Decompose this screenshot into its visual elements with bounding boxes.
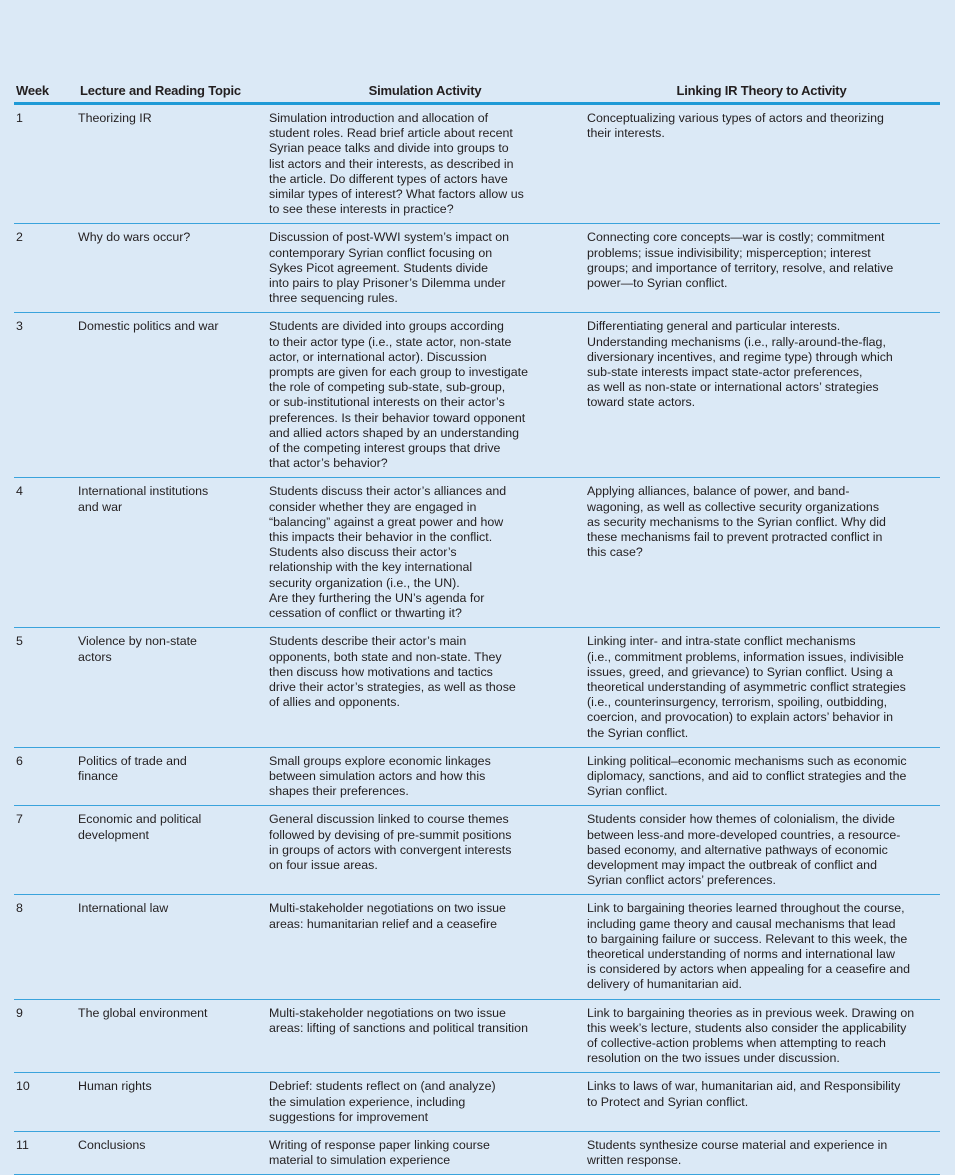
cell-theory: Students consider how themes of colonialism, the divide between less-and more-developed countries, a resource- based economy, and alternative pathways of economic development may impact the outbreak of conflict and Syrian conflict actors’ preferences.: [585, 806, 940, 895]
cell-theory: Differentiating general and particular interests. Understanding mechanisms (i.e., rally-around-the-flag, diversionary incentives, and regime type) through which sub-state interests impact state-actor preferences, as well as non-state or international actors’ strategies toward state actors.: [585, 313, 940, 478]
header-topic: Lecture and Reading Topic: [78, 80, 267, 104]
cell-simulation: Multi-stakeholder negotiations on two issue areas: humanitarian relief and a ceasefire: [267, 895, 585, 999]
cell-week: 7: [14, 806, 78, 895]
header-theory: Linking IR Theory to Activity: [585, 80, 940, 104]
cell-simulation: Students discuss their actor’s alliances and consider whether they are engaged in “balancing” against a great power and how this impacts their behavior in the conflict. Students also discuss their actor’s relationship with the key international security organization (i.e., the UN). Are they furthering the UN’s agenda for cessation of conflict or thwarting it?: [267, 478, 585, 628]
cell-topic: Theorizing IR: [78, 104, 267, 224]
cell-week: 2: [14, 224, 78, 313]
cell-theory: Applying alliances, balance of power, and band- wagoning, as well as collective security organizations as security mechanisms to the Syrian conflict. Why did these mechanisms fail to prevent protracted conflict in this case?: [585, 478, 940, 628]
cell-theory: Students synthesize course material and experience in written response.: [585, 1131, 940, 1174]
cell-week: 5: [14, 628, 78, 747]
header-row: [14, 80, 940, 104]
cell-week: 10: [14, 1073, 78, 1132]
cell-theory: Connecting core concepts—war is costly; commitment problems; issue indivisibility; misperception; interest groups; and importance of territory, resolve, and relative power—to Syrian conflict.: [585, 224, 940, 313]
cell-topic: Why do wars occur?: [78, 224, 267, 313]
cell-theory: Linking political–economic mechanisms such as economic diplomacy, sanctions, and aid to conflict strategies and the Syrian conflict.: [585, 747, 940, 806]
table-header: [14, 80, 940, 104]
table-row: [14, 628, 940, 747]
header-week: Week: [14, 80, 78, 104]
cell-theory: Conceptualizing various types of actors and theorizing their interests.: [585, 104, 940, 224]
cell-simulation: Debrief: students reflect on (and analyze) the simulation experience, including suggestions for improvement: [267, 1073, 585, 1132]
cell-theory: Link to bargaining theories as in previous week. Drawing on this week’s lecture, students also consider the applicability of collective-action problems when attempting to reach resolution on the two issues under discussion.: [585, 999, 940, 1073]
cell-simulation: Students describe their actor’s main opponents, both state and non-state. They then discuss how motivations and tactics drive their actor’s strategies, as well as those of allies and opponents.: [267, 628, 585, 747]
cell-simulation: Simulation introduction and allocation of student roles. Read brief article about recent Syrian peace talks and divide into groups to list actors and their interests, as described in the article. Do different types of actors have similar types of interest? What factors allow us to see these interests in practice?: [267, 104, 585, 224]
table-row: [14, 104, 940, 224]
cell-topic: Domestic politics and war: [78, 313, 267, 478]
cell-topic: Conclusions: [78, 1131, 267, 1174]
table-row: [14, 224, 940, 313]
cell-simulation: Writing of response paper linking course material to simulation experience: [267, 1131, 585, 1174]
cell-week: 11: [14, 1131, 78, 1174]
cell-week: 3: [14, 313, 78, 478]
table-row: [14, 895, 940, 999]
cell-week: 1: [14, 104, 78, 224]
cell-simulation: Multi-stakeholder negotiations on two issue areas: lifting of sanctions and political transition: [267, 999, 585, 1073]
table-body: [14, 104, 940, 1175]
cell-theory: Linking inter- and intra-state conflict mechanisms (i.e., commitment problems, information issues, indivisible issues, greed, and grievance) to Syrian conflict. Using a theoretical understanding of asymmetric conflict strategies (i.e., counterinsurgency, terrorism, spoiling, outbidding, coercion, and provocation) to explain actors’ behavior in the Syrian conflict.: [585, 628, 940, 747]
course-schedule-table: [14, 80, 940, 1175]
table-row: [14, 747, 940, 806]
cell-theory: Links to laws of war, humanitarian aid, and Responsibility to Protect and Syrian conflict.: [585, 1073, 940, 1132]
header-simulation: Simulation Activity: [267, 80, 585, 104]
cell-topic: Human rights: [78, 1073, 267, 1132]
cell-simulation: Small groups explore economic linkages between simulation actors and how this shapes their preferences.: [267, 747, 585, 806]
cell-week: 9: [14, 999, 78, 1073]
cell-topic: International law: [78, 895, 267, 999]
cell-topic: Politics of trade and finance: [78, 747, 267, 806]
table-row: [14, 478, 940, 628]
cell-simulation: Discussion of post-WWI system’s impact on contemporary Syrian conflict focusing on Sykes Picot agreement. Students divide into pairs to play Prisoner’s Dilemma under three sequencing rules.: [267, 224, 585, 313]
table-row: [14, 806, 940, 895]
cell-week: 4: [14, 478, 78, 628]
cell-week: 6: [14, 747, 78, 806]
cell-simulation: General discussion linked to course themes followed by devising of pre-summit positions in groups of actors with convergent interests on four issue areas.: [267, 806, 585, 895]
cell-topic: Economic and political development: [78, 806, 267, 895]
table-row: [14, 1073, 940, 1132]
cell-week: 8: [14, 895, 78, 999]
cell-topic: The global environment: [78, 999, 267, 1073]
cell-theory: Link to bargaining theories learned throughout the course, including game theory and causal mechanisms that lead to bargaining failure or success. Relevant to this week, the theoretical understanding of norms and international law is considered by actors when appealing for a ceasefire and delivery of humanitarian aid.: [585, 895, 940, 999]
cell-topic: Violence by non-state actors: [78, 628, 267, 747]
cell-simulation: Students are divided into groups according to their actor type (i.e., state actor, non-state actor, or international actor). Discussion prompts are given for each group to investigate the role of competing sub-state, sub-group, or sub-institutional interests on their actor’s preferences. Is their behavior toward opponent and allied actors shaped by an understanding of the competing interest groups that drive that actor’s behavior?: [267, 313, 585, 478]
table-row: [14, 999, 940, 1073]
table-row: [14, 313, 940, 478]
cell-topic: International institutions and war: [78, 478, 267, 628]
table-row: [14, 1131, 940, 1174]
